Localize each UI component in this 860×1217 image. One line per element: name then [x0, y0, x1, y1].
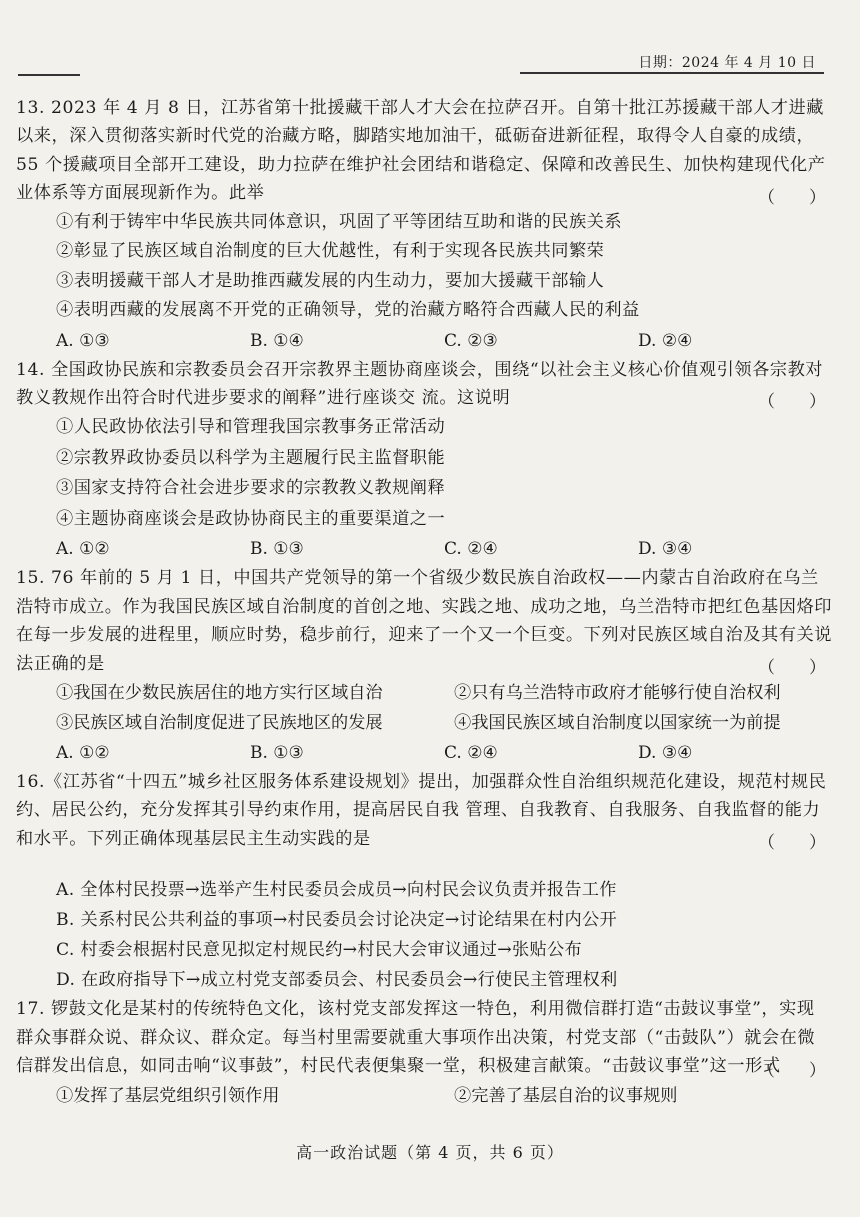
question-15	[16, 564, 832, 768]
option-d: D. ②④	[638, 330, 693, 351]
question-14	[16, 356, 832, 565]
statement-4: ④我国民族区域自治制度以国家统一为前提	[454, 713, 781, 734]
option-d: D. 在政府指导下→成立村党支部委员会、村民委员会→行使民主管理权利	[56, 970, 618, 991]
page-footer: 高一政治试题（第 4 页，共 6 页）	[296, 1143, 564, 1162]
exam-date: 日期：2024 年 4 月 10 日	[638, 55, 816, 71]
header-rule-right	[520, 72, 824, 74]
statement-2: ②彰显了民族区域自治制度的巨大优越性，有利于实现各民族共同繁荣	[56, 241, 605, 262]
question-17-stem: 17. 锣鼓文化是某村的传统特色文化，该村党支部发挥这一特色，利用微信群打造“击鼓议事堂”，实现群众事群众说、群众议、群众定。每当村里需要就重大事项作出决策，村党支部（“击鼓队”）就会在微信群发出信息，如同击响“议事鼓”，村民代表便集聚一堂，积极建言献策。“击鼓议事堂”这一形式	[16, 999, 816, 1077]
option-b: B. ①③	[250, 743, 304, 764]
answer-paren: （ ）	[758, 1060, 826, 1081]
statement-3: ③民族区域自治制度促进了民族地区的发展	[56, 713, 383, 734]
option-a: A. ①③	[56, 330, 110, 351]
options	[16, 738, 832, 768]
option-a: A. 全体村民投票→选举产生村民委员会成员→向村民会议负责并报告工作	[56, 880, 617, 901]
question-17	[16, 995, 832, 1110]
option-c: C. ②④	[444, 743, 498, 764]
statement-row	[16, 708, 832, 738]
question-14-stem: 14. 全国政协民族和宗教委员会召开宗教界主题协商座谈会，围绕“以社会主义核心价值观引领各宗教对教义教规作出符合时代进步要求的阐释”进行座谈交 流。这说明	[16, 359, 824, 409]
answer-paren: （ ）	[758, 187, 826, 208]
statement-2: ②只有乌兰浩特市政府才能够行使自治权利	[454, 683, 781, 704]
header-rule-left	[18, 74, 80, 76]
statement-2: ②完善了基层自治的议事规则	[454, 1085, 678, 1106]
statement-3: ③表明援藏干部人才是助推西藏发展的内生动力，要加大援藏干部输人	[56, 270, 605, 291]
statement-1: ①我国在少数民族居住的地方实行区域自治	[56, 683, 383, 704]
option-c: C. ②④	[444, 539, 498, 560]
option-b: B. 关系村民公共利益的事项→村民委员会讨论决定→讨论结果在村内公开	[56, 910, 617, 931]
question-13-stem: 13. 2023 年 4 月 8 日，江苏省第十批援藏干部人才大会在拉萨召开。自第十批江苏援藏干部人才进藏以来，深入贯彻落实新时代党的治藏方略，脚踏实地加油干，砥砺奋进新征程，取得令人自豪的成绩，55 个援藏项目全部开工建设，助力拉萨在维护社会团结和谐稳定、保障和改善民生、加快构建现代化产业体系等方面展现新作为。此举	[16, 98, 826, 204]
statement-1: ①有利于铸牢中华民族共同体意识，巩固了平等团结互助和谐的民族关系	[56, 211, 623, 232]
statement-1: ①人民政协依法引导和管理我国宗教事务正常活动	[56, 417, 446, 438]
option-a: A. ①②	[56, 743, 110, 764]
option-c: C. 村委会根据村民意见拟定村规民约→村民大会审议通过→张贴公布	[56, 940, 582, 961]
answer-paren: （ ）	[758, 658, 826, 679]
option-a: A. ①②	[56, 539, 110, 560]
statement-2: ②宗教界政协委员以科学为主题履行民主监督职能	[56, 447, 446, 468]
question-13	[16, 94, 832, 356]
questions	[16, 94, 832, 1111]
option-b: B. ①③	[250, 539, 304, 560]
option-b: B. ①④	[250, 330, 304, 351]
statement-row	[16, 1081, 832, 1111]
statement-row	[16, 678, 832, 708]
option-d: D. ③④	[638, 743, 693, 764]
options	[16, 534, 832, 564]
question-15-stem: 15. 76 年前的 5 月 1 日，中国共产党领导的第一个省级少数民族自治政权——内蒙古自治政府在乌兰浩特市成立。作为我国民族区域自治制度的首创之地、实践之地、成功之地，乌兰浩特市把红色基因烙印在每一步发展的进程里，顺应时势，稳步前行，迎来了一个又一个巨变。下列对民族区域自治及其有关说法正确的是	[16, 568, 832, 674]
question-16-stem: 16.《江苏省“十四五”城乡社区服务体系建设规划》提出，加强群众性自治组织规范化建设，规范村规民约、居民公约，充分发挥其引导约束作用，提高居民自我 管理、自我教育、自我服务、自我监督的能力和水平。下列正确体现基层民主生动实践的是	[16, 772, 827, 849]
option-c: C. ②③	[444, 330, 498, 351]
answer-paren: （ ）	[758, 833, 826, 854]
answer-paren: （ ）	[758, 392, 826, 413]
statement-1: ①发挥了基层党组织引领作用	[56, 1085, 280, 1106]
options	[16, 326, 832, 356]
statement-4: ④表明西藏的发展离不开党的正确领导，党的治藏方略符合西藏人民的利益	[56, 300, 640, 321]
question-16	[16, 768, 832, 995]
statement-3: ③国家支持符合社会进步要求的宗教教义教规阐释	[56, 478, 446, 499]
statement-4: ④主题协商座谈会是政协协商民主的重要渠道之一	[56, 508, 446, 529]
option-d: D. ③④	[638, 539, 693, 560]
